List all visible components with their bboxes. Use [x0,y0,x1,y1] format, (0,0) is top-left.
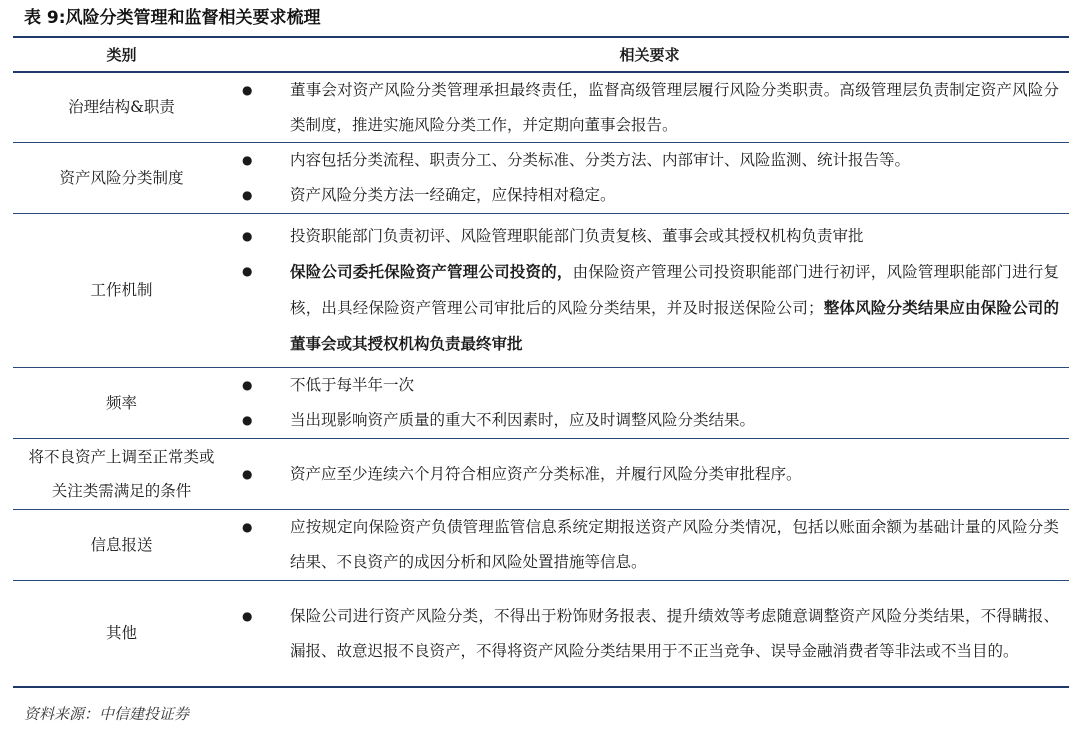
row-category: 资产风险分类制度 [59,168,184,187]
row-requirements [230,217,1069,364]
row-category: 信息报送 [90,535,153,554]
item-text-body: 由保险资产管理公司投资职能部门进行初评，风险管理职能部门进行复核，出具经保险资产管理公司审批后的风险分类结果，并及时报送保险公司； [290,263,1059,317]
row-category: 其他 [105,624,137,642]
bullet-icon: ● [242,188,253,202]
row-requirements [230,71,1069,145]
table-row [13,581,1069,688]
bullet-icon: ● [242,153,253,167]
source-note: 资料来源：中信建投证券 [24,705,190,723]
item-text: 董事会对资产风险分类管理承担最终责任，监督高级管理层履行风险分类职责。高级管理层负责制定资产风险分类制度，推进实施风险分类工作，并定期向董事会报告。 [290,80,1059,134]
list-item [230,368,1069,403]
bullet-icon: ● [242,520,253,534]
list-item [230,599,1069,669]
list-item [230,457,1069,492]
list-item [230,510,1069,580]
item-text: 当出现影响资产质量的重大不利因素时，应及时调整风险分类结果。 [290,411,756,429]
bullet-icon: ● [242,466,253,481]
item-text: 不低于每半年一次 [290,376,415,394]
bullet-icon: ● [242,82,253,97]
list-item [230,143,1069,178]
bullet-icon: ● [242,378,253,392]
item-text: 资产应至少连续六个月符合相应资产分类标准，并履行风险分类审批程序。 [290,464,802,483]
table-title: 表 9:风险分类管理和监督相关要求梳理 [24,8,321,28]
header-category: 类别 [106,46,137,64]
list-item [230,219,1069,254]
row-category: 频率 [105,393,137,412]
table-row [13,73,1069,143]
bullet-icon: ● [242,264,253,278]
list-item [230,403,1069,438]
bullet-icon: ● [242,413,253,427]
row-requirements [230,597,1069,671]
list-item [230,178,1069,213]
requirements-table [13,36,1069,688]
table-row [13,510,1069,581]
row-category: 工作机制 [90,281,153,299]
table-header [13,36,1069,73]
item-text [290,254,1069,362]
table-row [13,439,1069,510]
list-item [230,254,1069,362]
item-text: 投资职能部门负责初评、风险管理职能部门负责复核、董事会或其授权机构负责审批 [290,227,864,245]
table-row [13,368,1069,439]
item-text: 内容包括分类流程、职责分工、分类标准、分类方法、内部审计、风险监测、统计报告等。 [290,151,911,169]
item-text: 保险公司进行资产风险分类，不得出于粉饰财务报表、提升绩效等考虑随意调整资产风险分类结果，不得瞒报、漏报、故意迟报不良资产，不得将资产风险分类结果用于不正当竞争、误导金融消费者等非法或不当目的。 [290,606,1059,660]
item-text-bold-lead: 保险公司委托保险资产管理公司投资的， [290,262,573,281]
row-requirements [230,141,1069,215]
list-item [230,73,1069,143]
bullet-icon: ● [242,608,253,623]
row-category: 治理结构&职责 [68,98,175,116]
row-requirements [230,455,1069,494]
item-text: 应按规定向保险资产负债管理监管信息系统定期报送资产风险分类情况，包括以账面余额为基础计量的风险分类结果、不良资产的成因分析和风险处置措施等信息。 [290,518,1059,571]
bullet-icon: ● [242,229,253,243]
row-requirements [230,508,1069,582]
item-text-bold-tail: 整体风险分类结果应由保险公司的董事会或其授权机构负责最终审批 [290,298,1059,353]
item-text: 资产风险分类方法一经确定，应保持相对稳定。 [290,186,616,204]
table-row [13,143,1069,214]
header-requirements: 相关要求 [619,46,680,64]
table-row [13,214,1069,368]
row-category: 将不良资产上调至正常类或关注类需满足的条件 [28,448,215,500]
row-requirements [230,366,1069,440]
